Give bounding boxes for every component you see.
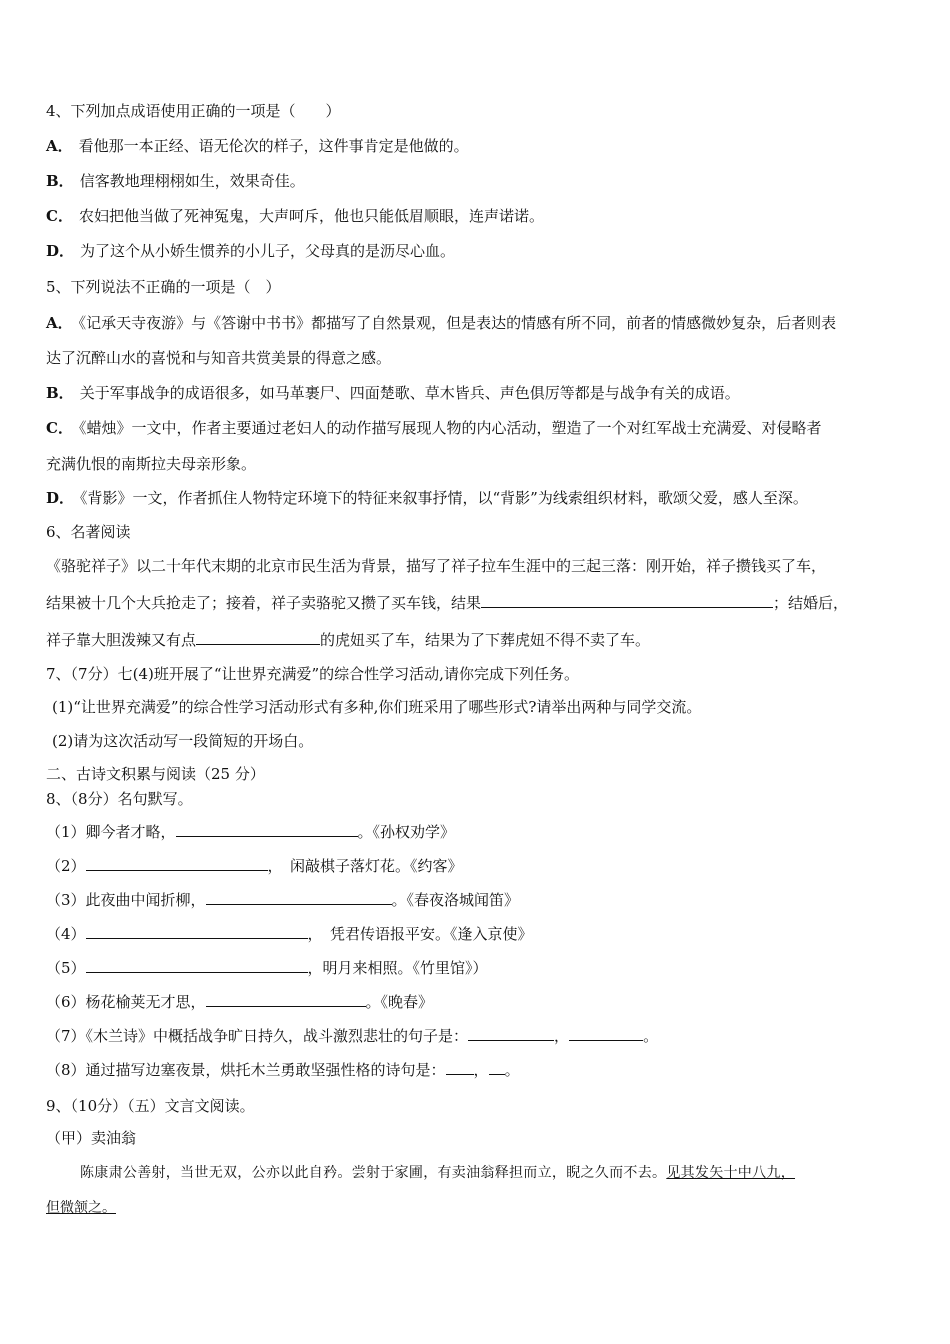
q8-line-1: （1）卿今者才略， 。《孙权劝学》: [46, 823, 456, 841]
q8-blank-7a[interactable]: [468, 1026, 554, 1041]
q8-blank-8a[interactable]: [446, 1060, 474, 1075]
q9-underlined-2: 但微颔之。: [46, 1200, 116, 1216]
q6-para-3: 祥子靠大胆泼辣又有点 的虎妞买了车，结果为了下葬虎妞不得不卖了车。: [46, 631, 651, 649]
q4-option-d: D． 为了这个从小娇生惯养的小儿子，父母真的是沥尽心血。: [46, 242, 456, 260]
q8-blank-1[interactable]: [176, 822, 358, 837]
q9-passage-2: [46, 1198, 116, 1218]
q8-line-2: （2） ， 闲敲棋子落灯花。《约客》: [46, 857, 463, 875]
q8-blank-6[interactable]: [206, 992, 366, 1007]
q5-option-a-cont: 达了沉醉山水的喜悦和与知音共赏美景的得意之感。: [46, 349, 392, 367]
q5-option-c: C． 《蜡烛》一文中，作者主要通过老妇人的动作描写展现人物的内心活动，塑造了一个对红军战士充满爱、对侵略者: [46, 419, 822, 437]
q9-stem: 9、（10分）（五）文言文阅读。: [46, 1097, 255, 1115]
q6-para-1: 《骆驼祥子》以二十年代末期的北京市民生活为背景，描写了祥子拉车生涯中的三起三落：刚开始，祥子攒钱买了车，: [46, 557, 827, 575]
q8-line-6: （6）杨花榆荚无才思， 。《晚春》: [46, 993, 434, 1011]
q4-stem: 4、下列加点成语使用正确的一项是（ ）: [46, 102, 341, 120]
q5-option-d: D． 《背影》一文，作者抓住人物特定环境下的特征来叙事抒情，以“背影”为线索组织材料，歌颂父爱，感人至深。: [46, 489, 808, 507]
q8-blank-4[interactable]: [86, 924, 308, 939]
q8-line-8: （8）通过描写边塞夜景，烘托木兰勇敢坚强性格的诗句是： ， 。: [46, 1061, 520, 1079]
q9-passage-1: 陈康肃公善射，当世无双，公亦以此自矜。尝射于家圃，有卖油翁释担而立，睨之久而不去。见其发矢十中八九，: [80, 1165, 796, 1181]
q8-line-3: （3）此夜曲中闻折柳， 。《春夜洛城闻笛》: [46, 891, 520, 909]
q8-stem: 8、（8分）名句默写。: [46, 790, 193, 808]
q5-stem: 5、下列说法不正确的一项是（ ）: [46, 278, 281, 296]
q8-line-4: （4） ， 凭君传语报平安。《逢入京使》: [46, 925, 533, 943]
q6-blank-2[interactable]: [196, 630, 320, 645]
q6-para-2: 结果被十几个大兵抢走了；接着，祥子卖骆驼又攒了买车钱，结果 ；结婚后，: [46, 594, 849, 612]
q8-blank-5[interactable]: [86, 958, 308, 973]
q9-subtitle: （甲）卖油翁: [46, 1129, 137, 1147]
q5-option-a: A． 《记承天寺夜游》与《答谢中书书》都描写了自然景观，但是表达的情感有所不同，前者的情感微妙复杂，后者则表: [46, 314, 837, 332]
q7-sub-1: (1)“让世界充满爱”的综合性学习活动形式有多种,你们班采用了哪些形式?请举出两种与同学交流。: [52, 698, 702, 716]
q8-blank-8b[interactable]: [489, 1060, 505, 1075]
q5-option-b: B． 关于军事战争的成语很多，如马革裹尸、四面楚歌、草木皆兵、声色俱厉等都是与战争有关的成语。: [46, 384, 740, 402]
q8-blank-3[interactable]: [206, 890, 392, 905]
q8-line-5: （5） ，明月来相照。《竹里馆》）: [46, 959, 488, 977]
q8-line-7: （7）《木兰诗》中概括战争旷日持久，战斗激烈悲壮的句子是： ， 。: [46, 1027, 659, 1045]
q4-option-a: A． 看他那一本正经、语无伦次的样子，这件事肯定是他做的。: [46, 137, 469, 155]
section-title: 二、古诗文积累与阅读（25 分）: [46, 765, 265, 783]
q8-blank-7b[interactable]: [569, 1026, 643, 1041]
q5-option-c-cont: 充满仇恨的南斯拉夫母亲形象。: [46, 455, 257, 473]
q4-option-c: C． 农妇把他当做了死神冤鬼，大声呵斥，他也只能低眉顺眼，连声诺诺。: [46, 207, 544, 225]
q7-sub-2: (2)请为这次活动写一段简短的开场白。: [52, 732, 314, 750]
q7-stem: 7、（7分）七(4)班开展了“让世界充满爱”的综合性学习活动,请你完成下列任务。: [46, 665, 579, 683]
q6-blank-1[interactable]: [481, 593, 773, 608]
q9-underlined-1: 见其发矢十中八九，: [666, 1165, 796, 1181]
q8-blank-2[interactable]: [86, 856, 268, 871]
q6-stem: 6、名著阅读: [46, 523, 131, 541]
q4-option-b: B． 信客教地理栩栩如生，效果奇佳。: [46, 172, 305, 190]
